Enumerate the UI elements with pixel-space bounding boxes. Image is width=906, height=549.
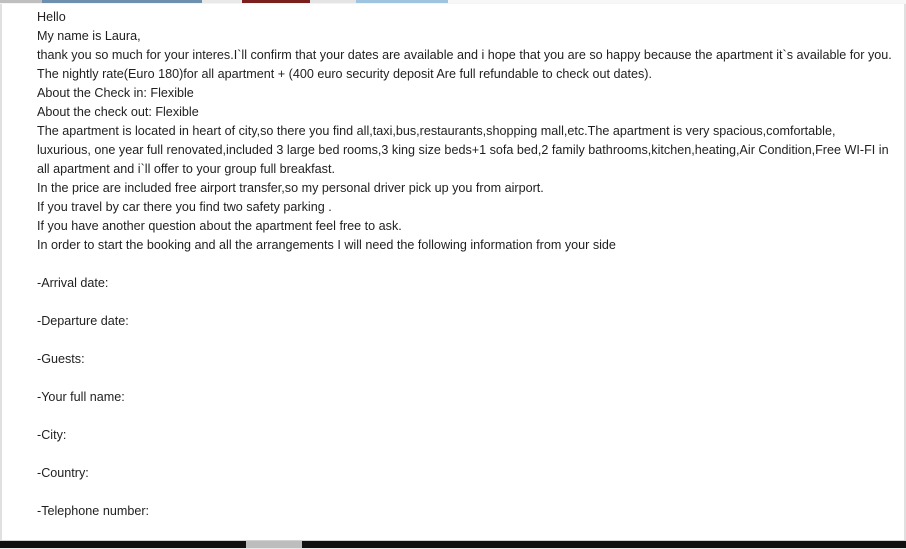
chrome-segment-1 — [0, 0, 42, 3]
taskbar-segment-3 — [302, 541, 906, 548]
message-paragraph: About the Check in: Flexible — [37, 86, 194, 100]
chrome-segment-5 — [310, 0, 356, 3]
taskbar-segment-1 — [0, 541, 246, 548]
message-paragraph: In order to start the booking and all the arrangements I will need the following information from your side — [37, 238, 616, 252]
field-label: -Telephone number: — [37, 504, 150, 518]
message-paragraph: If you travel by car there you find two safety parking . — [37, 200, 332, 214]
message-paragraph: If you have another question about the apartment feel free to ask. — [37, 219, 402, 233]
requested-information-list — [37, 274, 892, 521]
message-paragraph: The apartment is located in heart of city,so there you find all,taxi,bus,restaurants,shopping mall,etc.The apartment is very spacious,comfortable, luxurious, one year full renovated,included 3 large bed rooms,3 king size beds+1 sofa bed,2 family bathrooms,kitchen,heating,Air Condition,Free WI-FI in all apartment and i`ll offer to your group full breakfast. — [37, 124, 889, 176]
chrome-segment-3 — [202, 0, 242, 3]
field-label: -Country: — [37, 466, 89, 480]
message-paragraph: thank you so much for your interes.I`ll confirm that your dates are available and i hope that you are so happy because the apartment it`s available for you. — [37, 48, 892, 62]
chrome-segment-2 — [42, 0, 202, 3]
taskbar-segment-2 — [246, 541, 302, 548]
field-label: -Your full name: — [37, 390, 125, 404]
window-bottom-chrome — [0, 540, 906, 549]
field-label: -Arrival date: — [37, 276, 109, 290]
field-label: -Departure date: — [37, 314, 129, 328]
field-label: -Guests: — [37, 352, 85, 366]
message-paragraph: My name is Laura, — [37, 29, 141, 43]
chrome-segment-4 — [242, 0, 310, 3]
message-paragraph: About the check out: Flexible — [37, 105, 199, 119]
message-content-area — [2, 4, 904, 541]
chrome-segment-7 — [448, 0, 906, 3]
message-paragraph: In the price are included free airport transfer,so my personal driver pick up you from airport. — [37, 181, 544, 195]
message-paragraph: The nightly rate(Euro 180)for all apartment + (400 euro security deposit Are full refundable to check out dates). — [37, 67, 652, 81]
field-label: -City: — [37, 428, 67, 442]
message-paragraph: Hello — [37, 10, 66, 24]
chrome-segment-6 — [356, 0, 448, 3]
message-body — [2, 4, 904, 521]
